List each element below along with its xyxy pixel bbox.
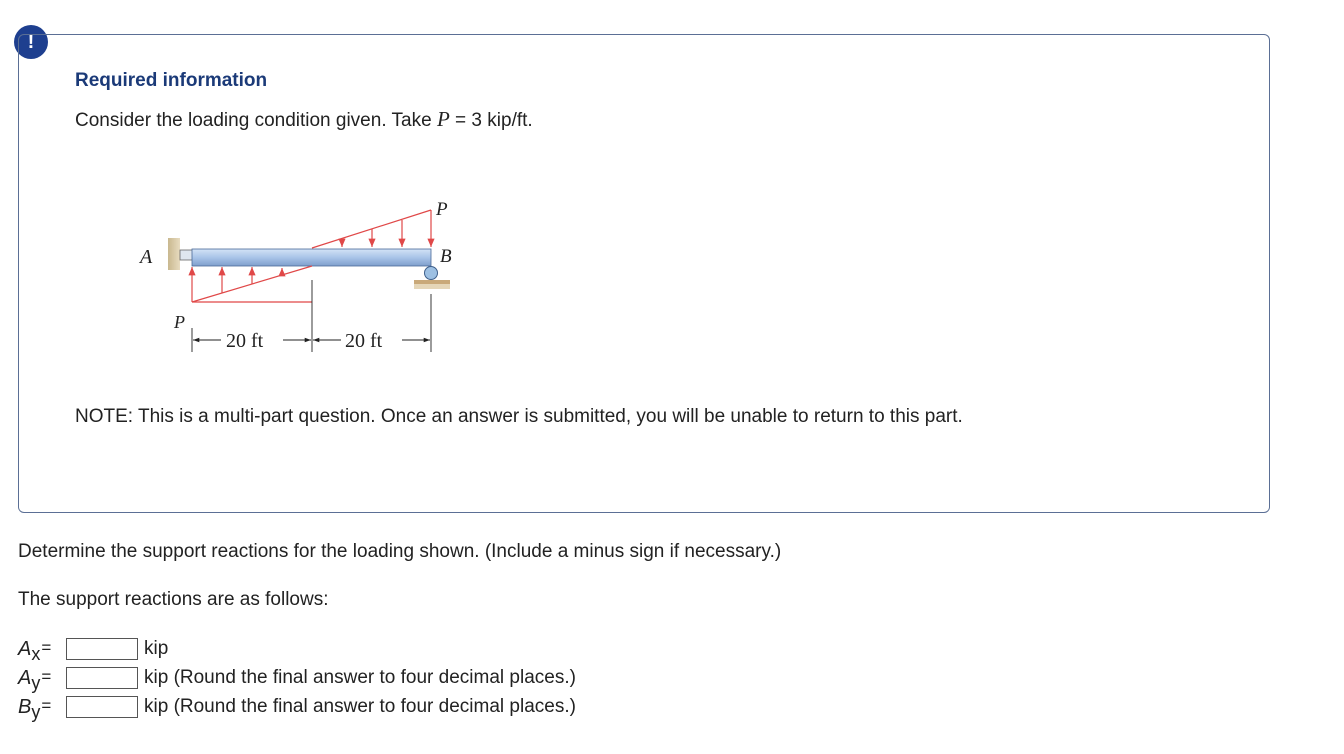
answer-row-ay <box>18 666 576 693</box>
dimension-left: 20 ft <box>226 330 264 352</box>
multi-part-note: NOTE: This is a multi-part question. Once an answer is submitted, you will be unable to return to this part. <box>75 406 963 427</box>
ay-input[interactable] <box>66 667 138 689</box>
roller-support-B <box>425 267 438 280</box>
question-prompt: Determine the support reactions for the loading shown. (Include a minus sign if necessary.) <box>18 541 782 562</box>
ax-unit: kip <box>144 638 169 659</box>
downward-distributed-load <box>312 210 431 248</box>
label-A: A <box>140 246 153 268</box>
var-by: By= <box>18 695 52 722</box>
ay-unit: kip (Round the final answer to four decimal places.) <box>144 667 576 688</box>
fixed-wall-support <box>168 238 180 270</box>
beam-loading-diagram <box>130 190 470 365</box>
by-input[interactable] <box>66 696 138 718</box>
upward-distributed-load <box>192 266 312 302</box>
by-unit: kip (Round the final answer to four decimal places.) <box>144 696 576 717</box>
label-P-bottom: P <box>174 312 185 332</box>
var-ax: Ax= <box>18 637 52 664</box>
alert-icon: ! <box>14 25 48 59</box>
label-B: B <box>440 246 452 267</box>
required-information-title: Required information <box>75 70 268 91</box>
answer-row-by <box>18 695 576 722</box>
beam <box>192 249 431 266</box>
reactions-intro: The support reactions are as follows: <box>18 589 329 610</box>
label-P-top: P <box>436 199 448 220</box>
answer-row-ax <box>18 637 169 664</box>
dimension-right: 20 ft <box>345 330 383 352</box>
ax-input[interactable] <box>66 638 138 660</box>
loading-condition-text: Consider the loading condition given. Take P = 3 kip/ft. <box>75 107 533 131</box>
ground-B <box>414 280 450 284</box>
var-ay: Ay= <box>18 666 52 693</box>
